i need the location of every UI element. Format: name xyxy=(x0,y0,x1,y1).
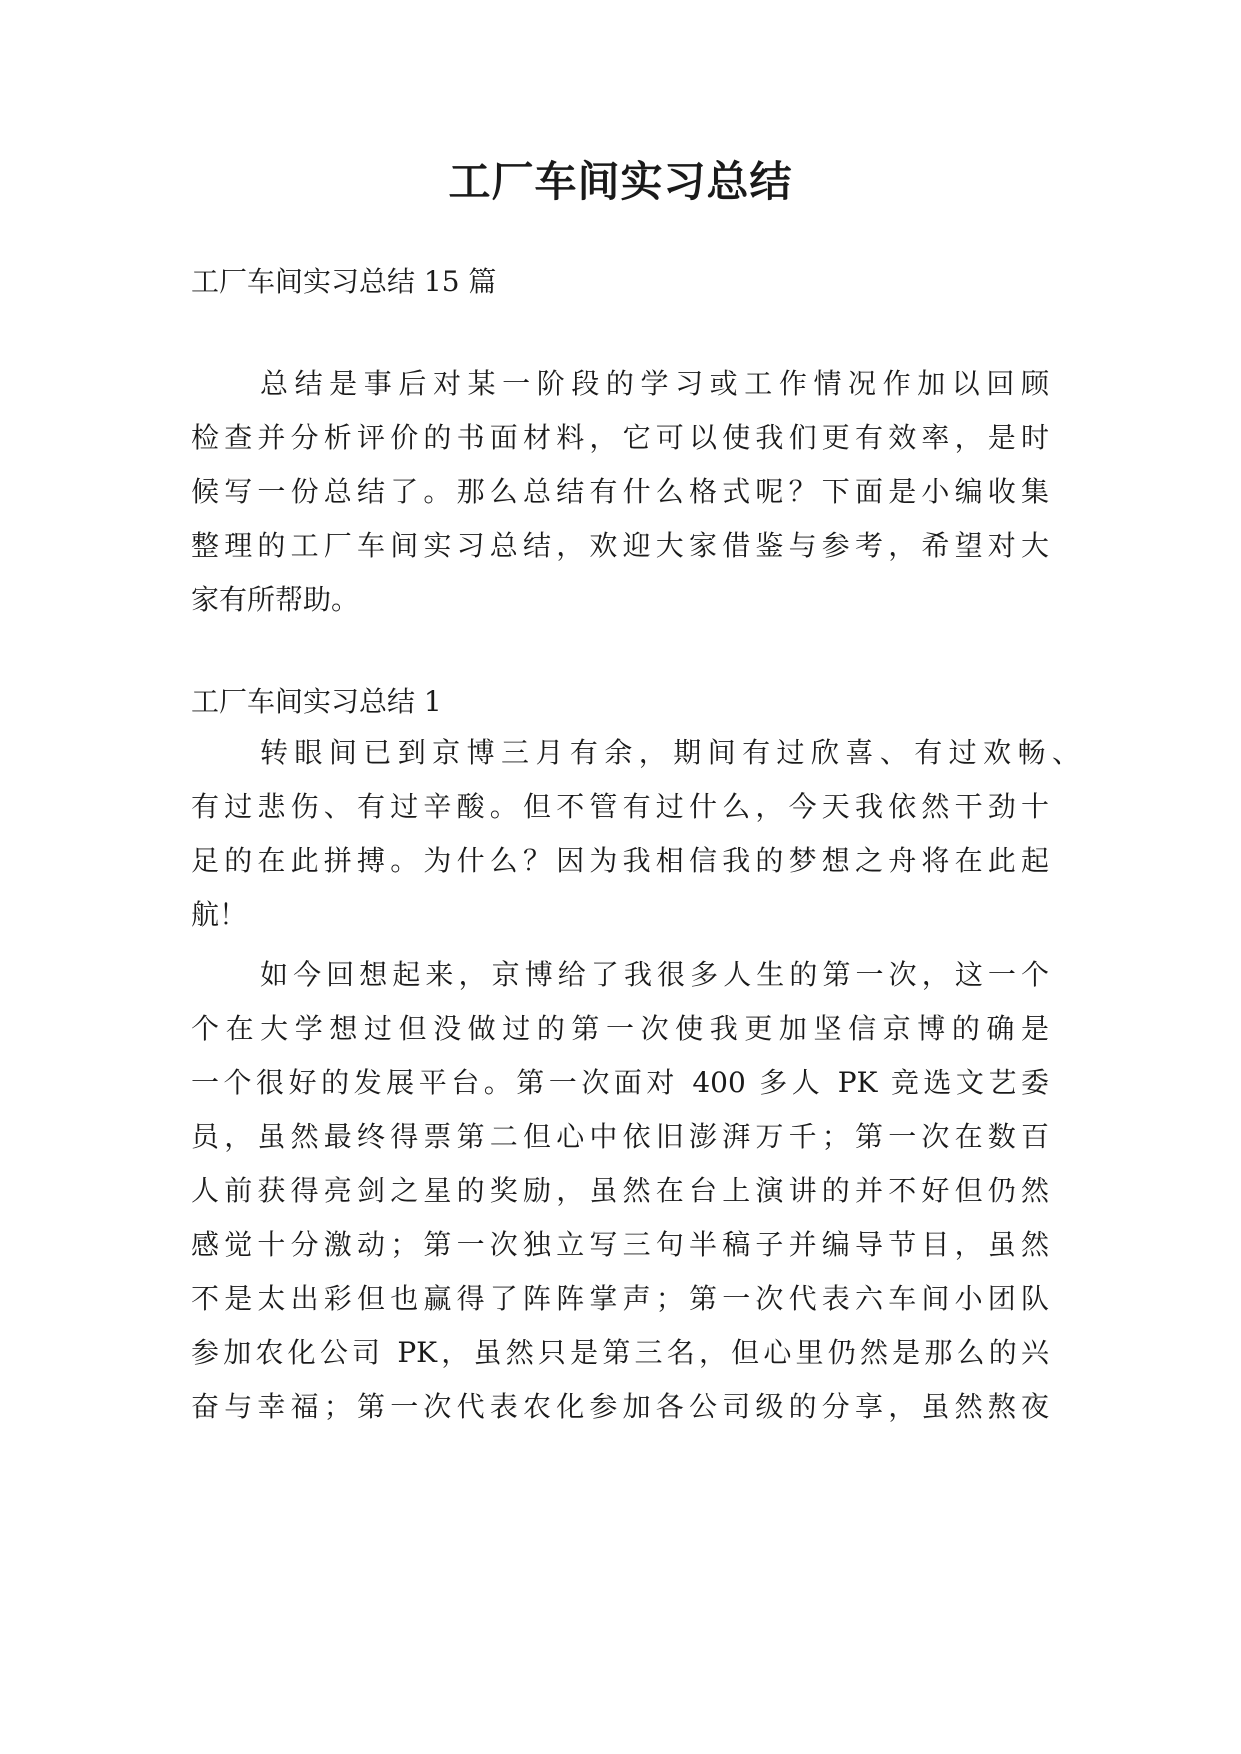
paragraph-line: 参加农化公司 PK，虽然只是第三名，但心里仍然是那么的兴 xyxy=(191,1336,1049,1369)
paragraph-line: 总结是事后对某一阶段的学习或工作情况作加以回顾 xyxy=(260,367,1049,400)
paragraph-line: 一个很好的发展平台。第一次面对 400 多人 PK 竞选文艺委 xyxy=(191,1066,1049,1099)
paragraph-line: 如今回想起来，京博给了我很多人生的第一次，这一个 xyxy=(260,958,1049,991)
section-heading: 工厂车间实习总结 1 xyxy=(191,685,442,718)
paragraph-line: 人前获得亮剑之星的奖励，虽然在台上演讲的并不好但仍然 xyxy=(191,1174,1049,1207)
paragraph-line: 足的在此拼搏。为什么？因为我相信我的梦想之舟将在此起 xyxy=(191,844,1049,877)
paragraph-line: 感觉十分激动；第一次独立写三句半稿子并编导节目，虽然 xyxy=(191,1228,1049,1261)
document-title: 工厂车间实习总结 xyxy=(448,157,793,206)
paragraph-line: 候写一份总结了。那么总结有什么格式呢？下面是小编收集 xyxy=(191,475,1049,508)
paragraph-line: 个在大学想过但没做过的第一次使我更加坚信京博的确是 xyxy=(191,1012,1049,1045)
paragraph-line: 不是太出彩但也赢得了阵阵掌声；第一次代表六车间小团队 xyxy=(191,1282,1049,1315)
paragraph-line: 整理的工厂车间实习总结，欢迎大家借鉴与参考，希望对大 xyxy=(191,529,1049,562)
paragraph-line: 检查并分析评价的书面材料，它可以使我们更有效率，是时 xyxy=(191,421,1049,454)
paragraph-line: 有过悲伤、有过辛酸。但不管有过什么，今天我依然干劲十 xyxy=(191,790,1049,823)
paragraph-line: 转眼间已到京博三月有余，期间有过欣喜、有过欢畅、 xyxy=(260,736,1080,769)
paragraph-line: 奋与幸福；第一次代表农化参加各公司级的分享，虽然熬夜 xyxy=(191,1390,1049,1423)
paragraph-line: 员，虽然最终得票第二但心中依旧澎湃万千；第一次在数百 xyxy=(191,1120,1049,1153)
paragraph-line: 航！ xyxy=(191,898,248,931)
paragraph-line: 家有所帮助。 xyxy=(191,583,360,616)
document-subtitle: 工厂车间实习总结 15 篇 xyxy=(191,265,497,298)
